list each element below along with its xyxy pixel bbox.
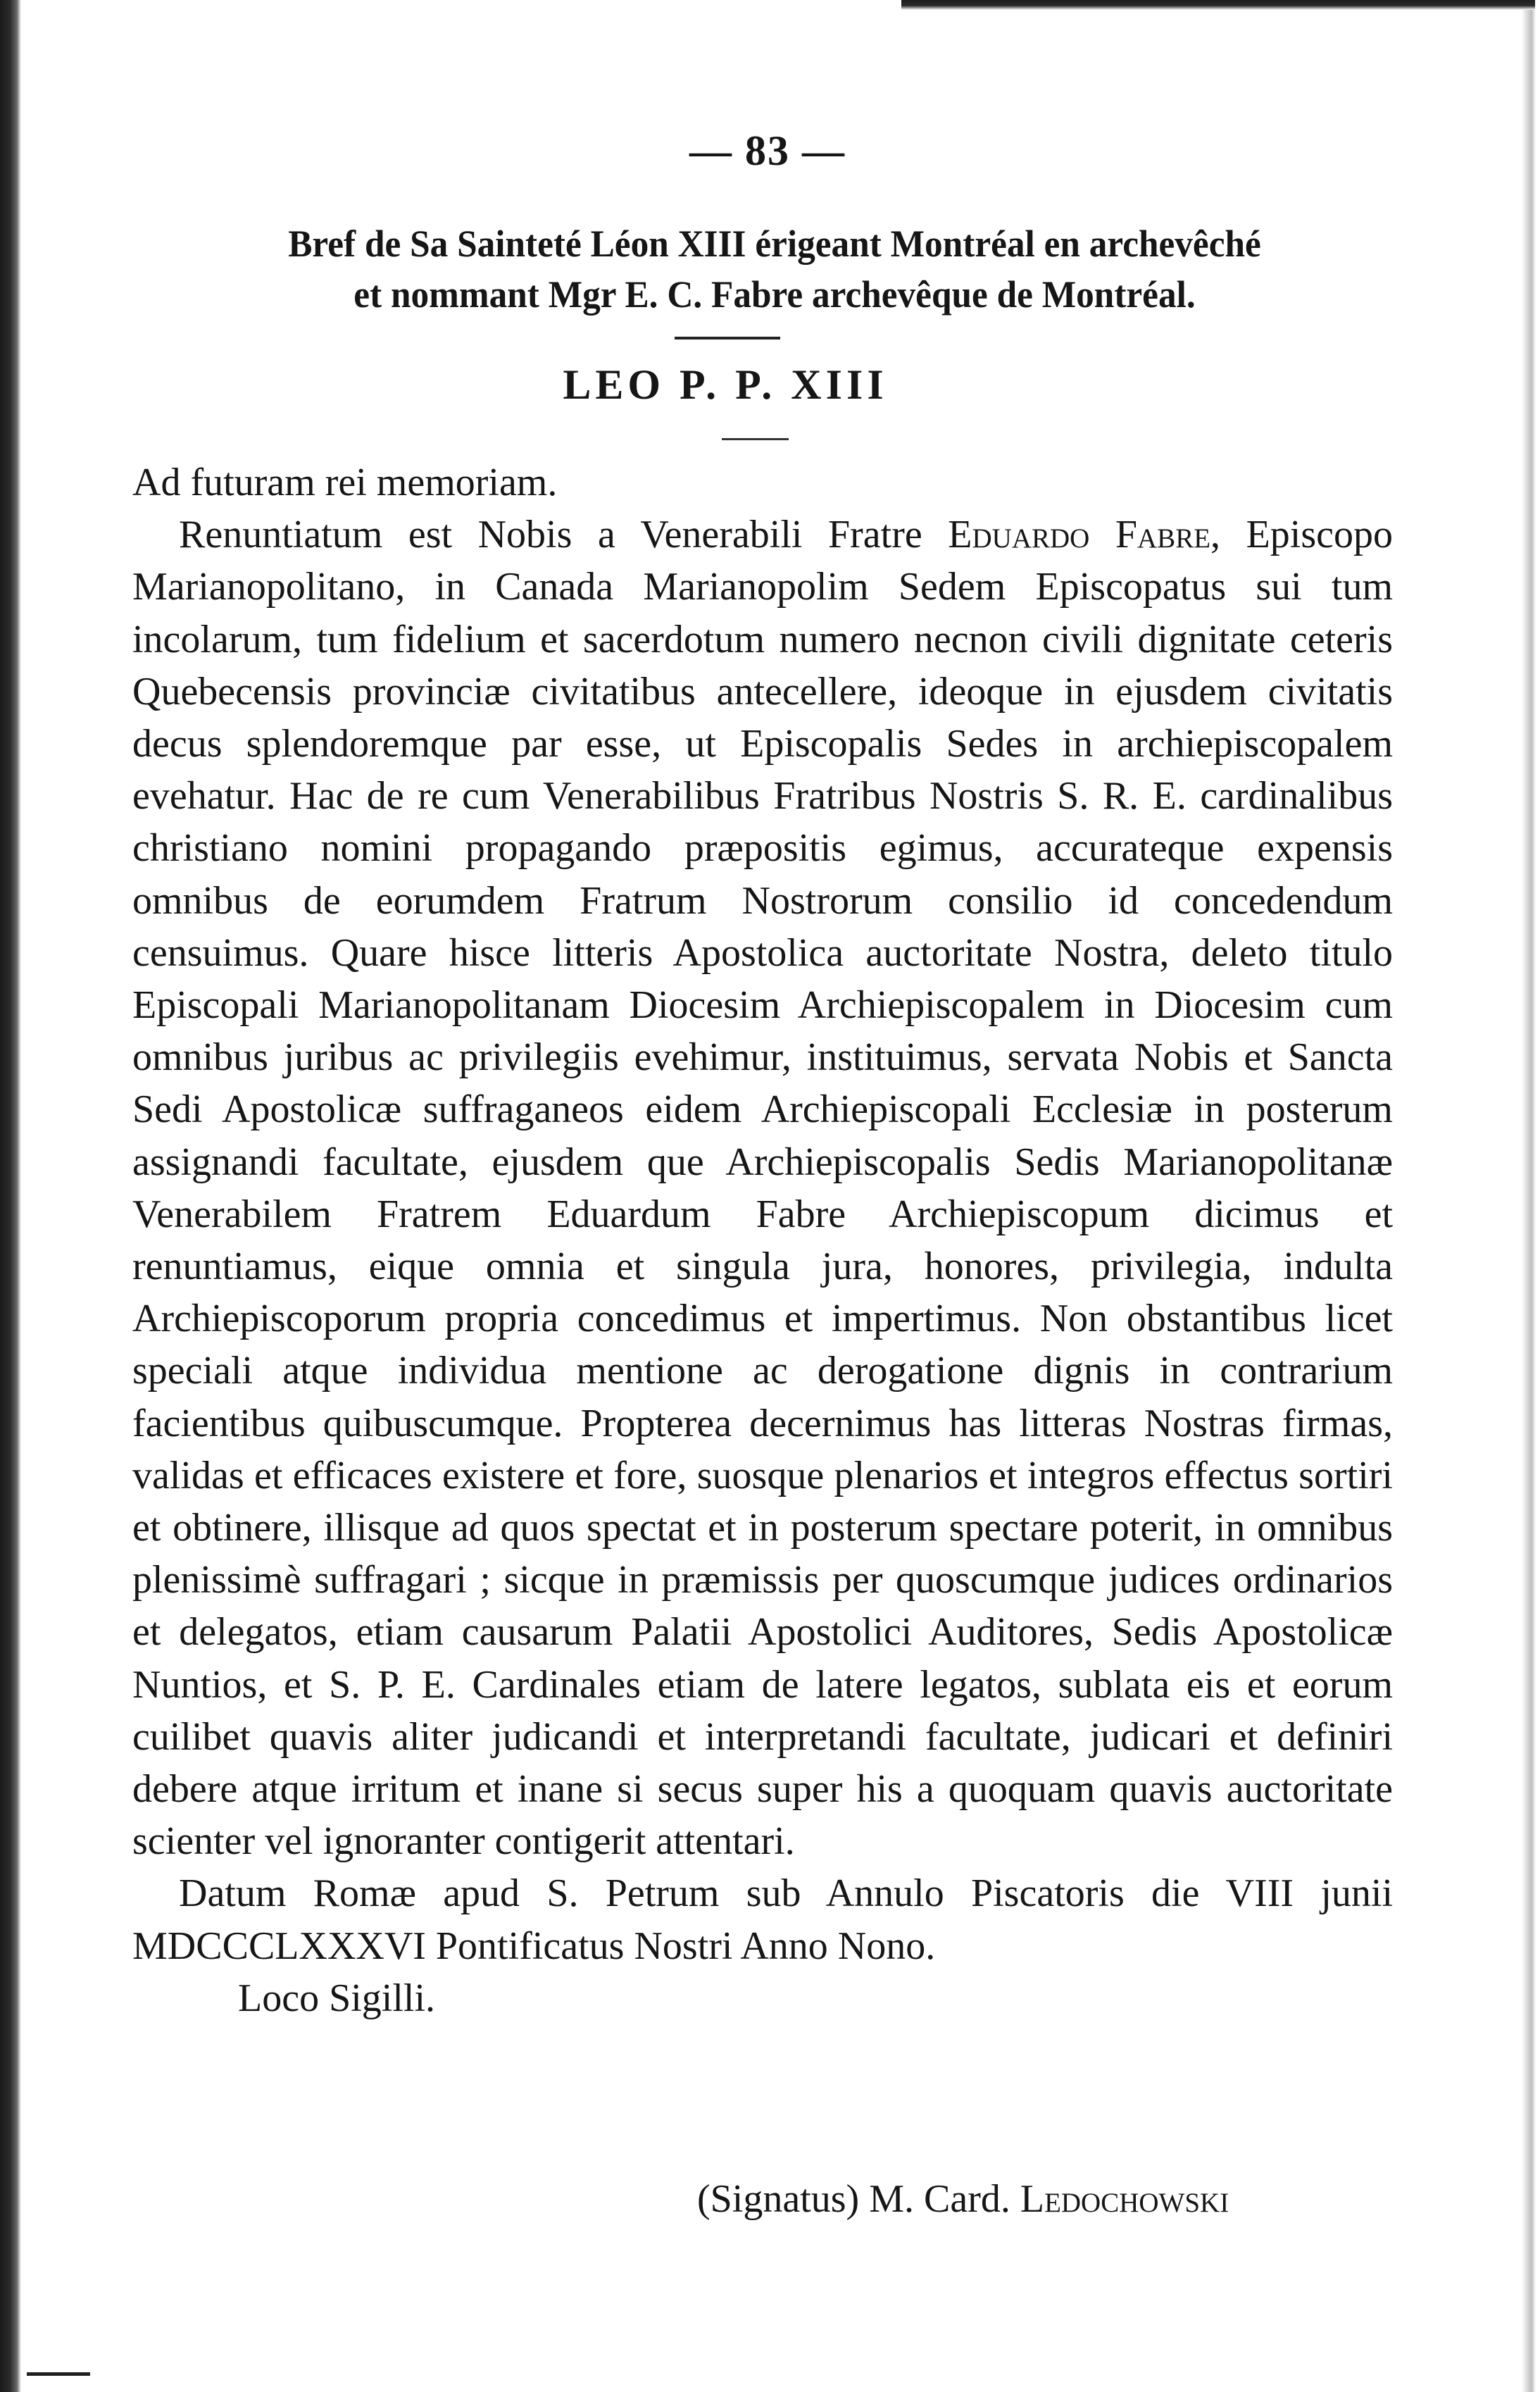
main-paragraph-text: , Episcopo Marianopolitano, in Canada Marianopolim Sedem Episcopatus sui tum incolarum, tum fidelium et sacerdotum numero necnon civili dignitate ceteris Quebecensis provinciæ civitatibus antecellere, ideoque in ejusdem civitatis decus splendoremque par esse, ut Episcopalis Sedes in archiepiscopalem evehatur. Hac de re cum Venerabilibus Fratribus Nostris S. R. E. cardinalibus christiano nomini propagando præpositis egimus, accurateque expensis omnibus de eorumdem Fratrum Nostrorum consilio id concedendum censuimus. Quare hisce litteris Apostolica auctoritate Nostra, deleto titulo Episcopali Marianopolitanam Diocesim Archiepiscopalem in Diocesim cum omnibus juribus ac privilegiis evehimur, instituimus, servata Nobis et Sancta Sedi Apostolicæ suffraganeos eidem Archiepiscopali Ecclesiæ in posterum assignandi facultate, ejusdem que Archiepiscopalis Sedis Marianopolitanæ Venerabilem Fratrem Eduardum Fabre Archiepiscopum dicimus et renuntiamus, eique omnia et singula jura, honores, privilegia, indulta Archiepiscoporum propria concedimus et impertimus. Non obstantibus licet speciali atque individua mentione ac derogatione dignis in contrarium facientibus quibuscumque. Propterea decernimus has litteras Nostras firmas, validas et efficaces existere et fore, suosque plenarios et integros effectus sortiri et obtinere, illisque ad quos spectat et in posterum spectare poterit, in omnibus plenissimè suffragari ; sicque in præmissis per quoscumque judices ordinarios et delegatos, etiam causarum Palatii Apostolici Auditores, Sedis Apostolicæ Nuntios, et S. P. E. Cardinales etiam de latere legatos, sublata eis et eorum cuilibet quavis aliter judicandi et interpretandi facultate, judicari et definiri debere atque irritum et inane si secus super his a quoquam quavis auctoritate scienter vel ignoranter contigerit attentari. xyxy=(132,513,1393,1864)
heading-divider xyxy=(675,337,780,340)
scan-mark-bottom xyxy=(27,2372,90,2376)
signatory-name: Ledochowski xyxy=(1020,2177,1229,2221)
main-paragraph-intro: Renuntiatum est Nobis a Venerabili Fratre xyxy=(179,513,949,557)
bishop-name: Eduardo Fabre xyxy=(948,513,1211,557)
document-body xyxy=(132,456,1393,2024)
main-paragraph xyxy=(132,509,1393,1867)
scan-edge-top xyxy=(901,0,1535,10)
pope-title: LEO P. P. XIII xyxy=(563,361,888,408)
document-heading xyxy=(199,218,1350,320)
scan-edge-right xyxy=(1522,0,1540,2392)
seal-line: Loco Sigilli. xyxy=(238,1976,435,2020)
signature-prefix: (Signatus) M. Card. xyxy=(697,2177,1020,2221)
heading-line-1: Bref de Sa Sainteté Léon XIII érigeant Montréal en archevêché xyxy=(288,223,1261,265)
page-number: — 83 — xyxy=(689,127,846,174)
salutation: Ad futuram rei memoriam. xyxy=(132,461,558,504)
date-paragraph: Datum Romæ apud S. Petrum sub Annulo Piscatoris die VIII junii MDCCCLXXXVI Pontificatus Nostri Anno Nono. xyxy=(132,1871,1393,1968)
title-divider xyxy=(722,438,789,440)
heading-line-2: et nommant Mgr E. C. Fabre archevêque de Montréal. xyxy=(353,273,1196,316)
signature-line xyxy=(697,2176,1401,2222)
scan-edge-left xyxy=(0,0,21,2392)
